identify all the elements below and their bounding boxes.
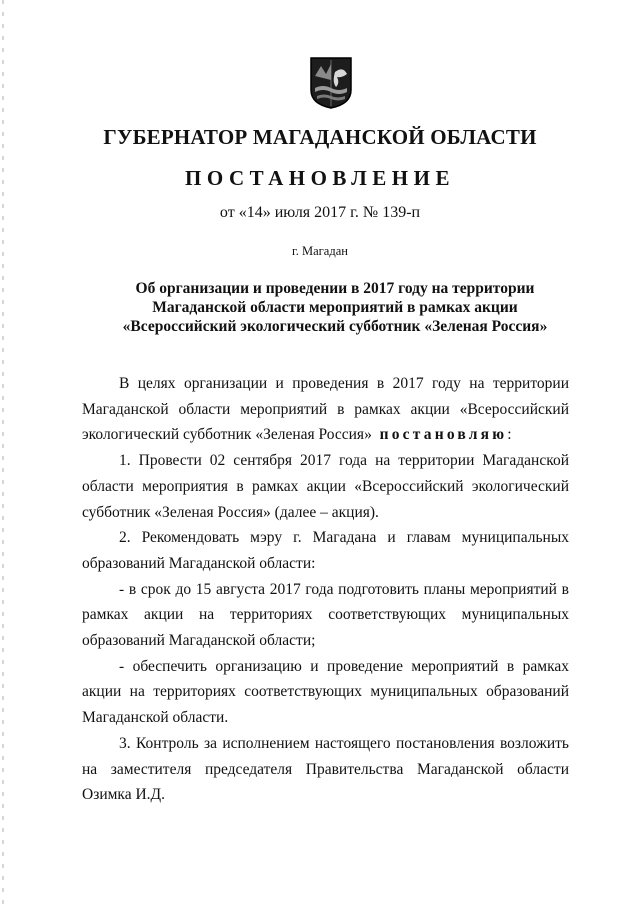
document-type: ПОСТАНОВЛЕНИЕ (185, 166, 455, 190)
document-city: г. Магадан (292, 244, 348, 258)
subject-line: Магаданской области мероприятий в рамках акции (152, 299, 518, 316)
item-1-paragraph: 1. Провести 02 сентября 2017 года на территории Магаданской области мероприятия в рамках акции «Всероссийский экологический субботник «Зеленая Россия» (далее – акция). (82, 452, 569, 521)
decree-word: постановляю (379, 426, 508, 444)
document-date-number: от «14» июля 2017 г. № 139-п (219, 204, 421, 221)
preamble-paragraph: В целях организации и проведения в 2017 году на территории Магаданской области мероприятий в рамках акции «Всероссийский экологический субботник «Зеленая Россия» постановляю: (82, 375, 569, 444)
item-2-subitem-1: - в срок до 15 августа 2017 года подготовить планы мероприятий в рамках акции на территориях соответствующих муниципальных образований Магаданской области; (82, 580, 569, 650)
magadan-region-coat-of-arms-icon (309, 56, 353, 110)
item-2-subitem-2: - обеспечить организацию и проведение мероприятий в рамках акции на территориях соответствующих муниципальных образований Магаданской области. (82, 657, 569, 727)
governor-title: ГУБЕРНАТОР МАГАДАНСКОЙ ОБЛАСТИ (103, 125, 537, 149)
subject-line: «Всероссийский экологический субботник «Зеленая Россия» (122, 318, 548, 335)
item-2-paragraph: 2. Рекомендовать мэру г. Магадана и главам муниципальных образований Магаданской области: (82, 529, 569, 572)
subject-line: Об организации и проведении в 2017 году на территории (135, 280, 535, 297)
item-3-paragraph: 3. Контроль за исполнением настоящего постановления возложить на заместителя председателя Правительства Магаданской области Озимка И.Д. (82, 734, 569, 804)
preamble-text: В целях организации и проведения в 2017 году на территории Магаданской области мероприятий в рамках акции «Всероссийский экологический субботник «Зеленая Россия» (82, 375, 569, 444)
document-subject (90, 279, 580, 336)
document-body (82, 371, 569, 808)
